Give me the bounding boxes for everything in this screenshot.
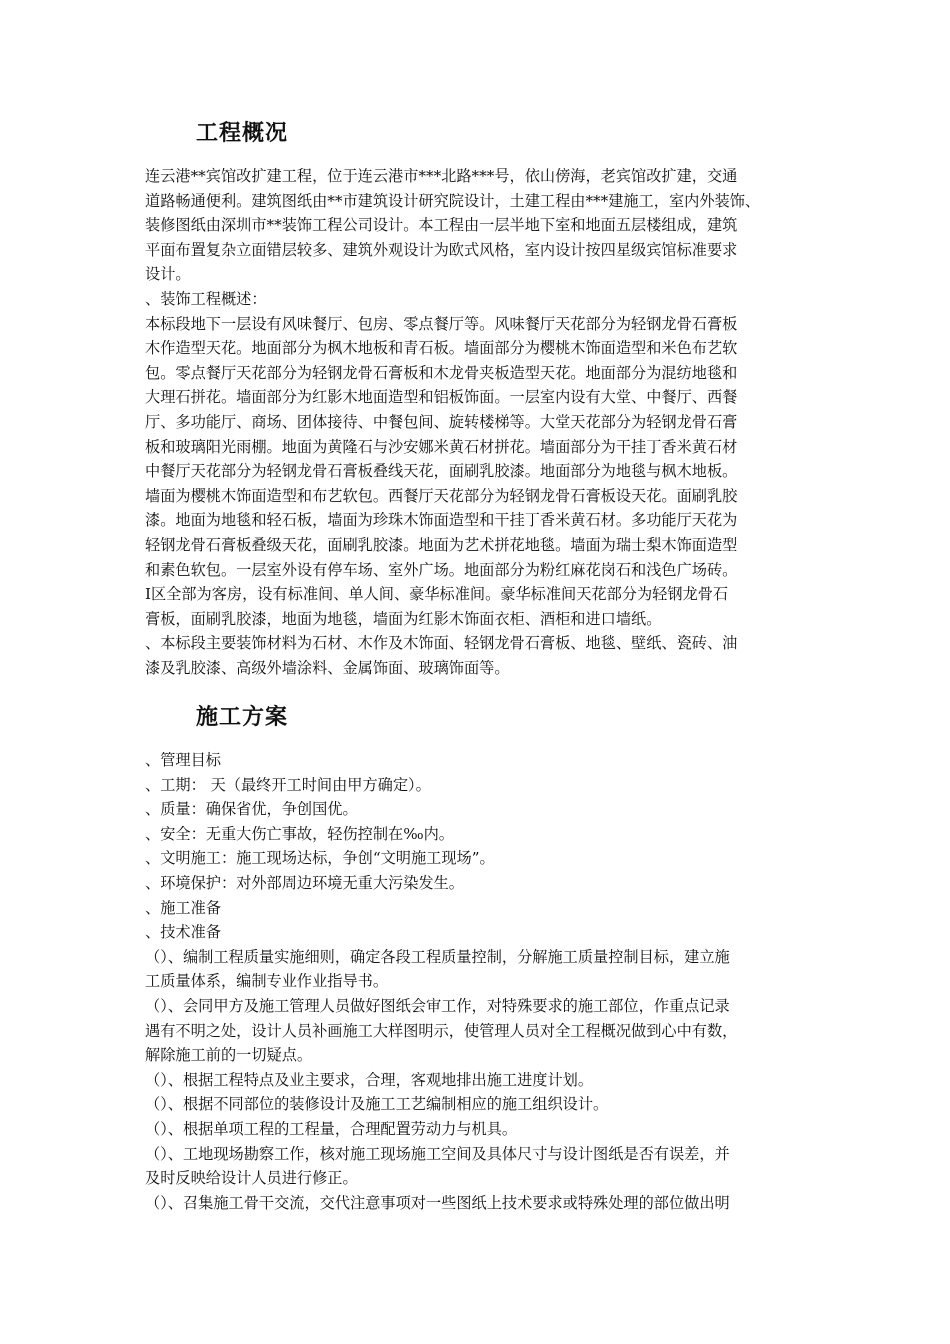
text-line: 大理石拼花。墙面部分为红影木地面造型和铝板饰面。一层室内设有大堂、中餐厅、西餐	[145, 388, 738, 407]
text-line: （）、编制工程质量实施细则，确定各段工程质量控制，分解施工质量控制目标，建立施	[145, 947, 730, 966]
text-line: 中餐厅天花部分为轻钢龙骨石膏板叠线天花，面刷乳胶漆。地面部分为地毯与枫木地板。	[145, 462, 738, 481]
text-line: 设计。	[145, 265, 191, 284]
text-line: 工质量体系，编制专业作业指导书。	[145, 972, 388, 991]
text-line: 、安全：无重大伤亡事故，轻伤控制在‰内。	[145, 824, 454, 843]
text-line: 墙面为樱桃木饰面造型和布艺软包。西餐厅天花部分为轻钢龙骨石膏板设天花。面刷乳胶	[145, 486, 738, 505]
section-heading-construction-plan: 施工方案	[196, 705, 289, 730]
text-line: 、施工准备	[145, 898, 221, 917]
text-line: 、本标段主要装饰材料为石材、木作及木饰面、轻钢龙骨石膏板、地毯、壁纸、瓷砖、油	[145, 634, 738, 653]
text-line: 平面布置复杂立面错层较多、建筑外观设计为欧式风格，室内设计按四星级宾馆标准要求	[145, 240, 738, 259]
section-body-construction-plan	[145, 748, 810, 1215]
text-line: （）、根据工程特点及业主要求，合理，客观地排出施工进度计划。	[145, 1070, 594, 1089]
text-line: （）、根据单项工程的工程量，合理配置劳动力与机具。	[145, 1119, 518, 1138]
text-line: 漆。地面为地毯和轻石板，墙面为珍珠木饰面造型和干挂丁香米黄石材。多功能厅天花为	[145, 511, 738, 530]
text-line: 装修图纸由深圳市**装饰工程公司设计。本工程由一层半地下室和地面五层楼组成，建筑	[145, 216, 738, 235]
text-line: 轻钢龙骨石膏板叠级天花，面刷乳胶漆。地面为艺术拼花地毯。墙面为瑞士梨木饰面造型	[145, 535, 738, 554]
text-line: 木作造型天花。地面部分为枫木地板和青石板。墙面部分为樱桃木饰面造型和米色布艺软	[145, 339, 738, 358]
text-line: 、工期： 天（最终开工时间由甲方确定）。	[145, 775, 431, 794]
text-line: 膏板，面刷乳胶漆，地面为地毯，墙面为红影木饰面衣柜、酒柜和进口墙纸。	[145, 609, 662, 628]
text-line: 和素色软包。一层室外设有停车场、室外广场。地面部分为粉红麻花岗石和浅色广场砖。	[145, 560, 738, 579]
text-line: Ⅰ区全部为客房，设有标准间、单人间、豪华标准间。豪华标准间天花部分为轻钢龙骨石	[145, 585, 729, 604]
section-body-project-overview	[145, 164, 810, 680]
text-line: 道路畅通便利。建筑图纸由**市建筑设计研究院设计，土建工程由***建施工，室内外装饰、	[145, 191, 761, 210]
text-line: 漆及乳胶漆、高级外墙涂料、金属饰面、玻璃饰面等。	[145, 658, 510, 677]
text-line: 解除施工前的一切疑点。	[145, 1046, 313, 1065]
section-heading-project-overview: 工程概况	[196, 121, 289, 146]
text-line: 、装饰工程概述：	[145, 289, 267, 308]
text-line: （）、召集施工骨干交流，交代注意事项对一些图纸上技术要求或特殊处理的部位做出明	[145, 1193, 730, 1212]
text-line: 包。零点餐厅天花部分为轻钢龙骨石膏板和木龙骨夹板造型天花。地面部分为混纺地毯和	[145, 363, 738, 382]
text-line: （）、工地现场勘察工作，核对施工现场施工空间及具体尺寸与设计图纸是否有误差，并	[145, 1144, 730, 1163]
text-line: 板和玻璃阳光雨棚。地面为黄隆石与沙安娜米黄石材拼花。墙面部分为干挂丁香米黄石材	[145, 437, 738, 456]
text-line: 、文明施工：施工现场达标，争创“文明施工现场”。	[145, 849, 495, 868]
text-line: 、技术准备	[145, 923, 221, 942]
text-line: （）、根据不同部位的装修设计及施工工艺编制相应的施工组织设计。	[145, 1095, 609, 1114]
text-line: 厅、多功能厅、商场、团体接待、中餐包间、旋转楼梯等。大堂天花部分为轻钢龙骨石膏	[145, 412, 738, 431]
text-line: （）、会同甲方及施工管理人员做好图纸会审工作，对特殊要求的施工部位，作重点记录	[145, 996, 730, 1015]
text-line: 本标段地下一层设有风味餐厅、包房、零点餐厅等。风味餐厅天花部分为轻钢龙骨石膏板	[145, 314, 738, 333]
text-line: 、环境保护：对外部周边环境无重大污染发生。	[145, 873, 464, 892]
text-line: 、管理目标	[145, 751, 221, 769]
text-line: 连云港**宾馆改扩建工程，位于连云港市***北路***号，依山傍海，老宾馆改扩建，交通	[145, 167, 738, 185]
text-line: 、质量：确保省优，争创国优。	[145, 800, 358, 819]
text-line: 及时反映给设计人员进行修正。	[145, 1169, 358, 1188]
text-line: 遇有不明之处，设计人员补画施工大样图明示，使管理人员对全工程概况做到心中有数，	[145, 1021, 738, 1040]
